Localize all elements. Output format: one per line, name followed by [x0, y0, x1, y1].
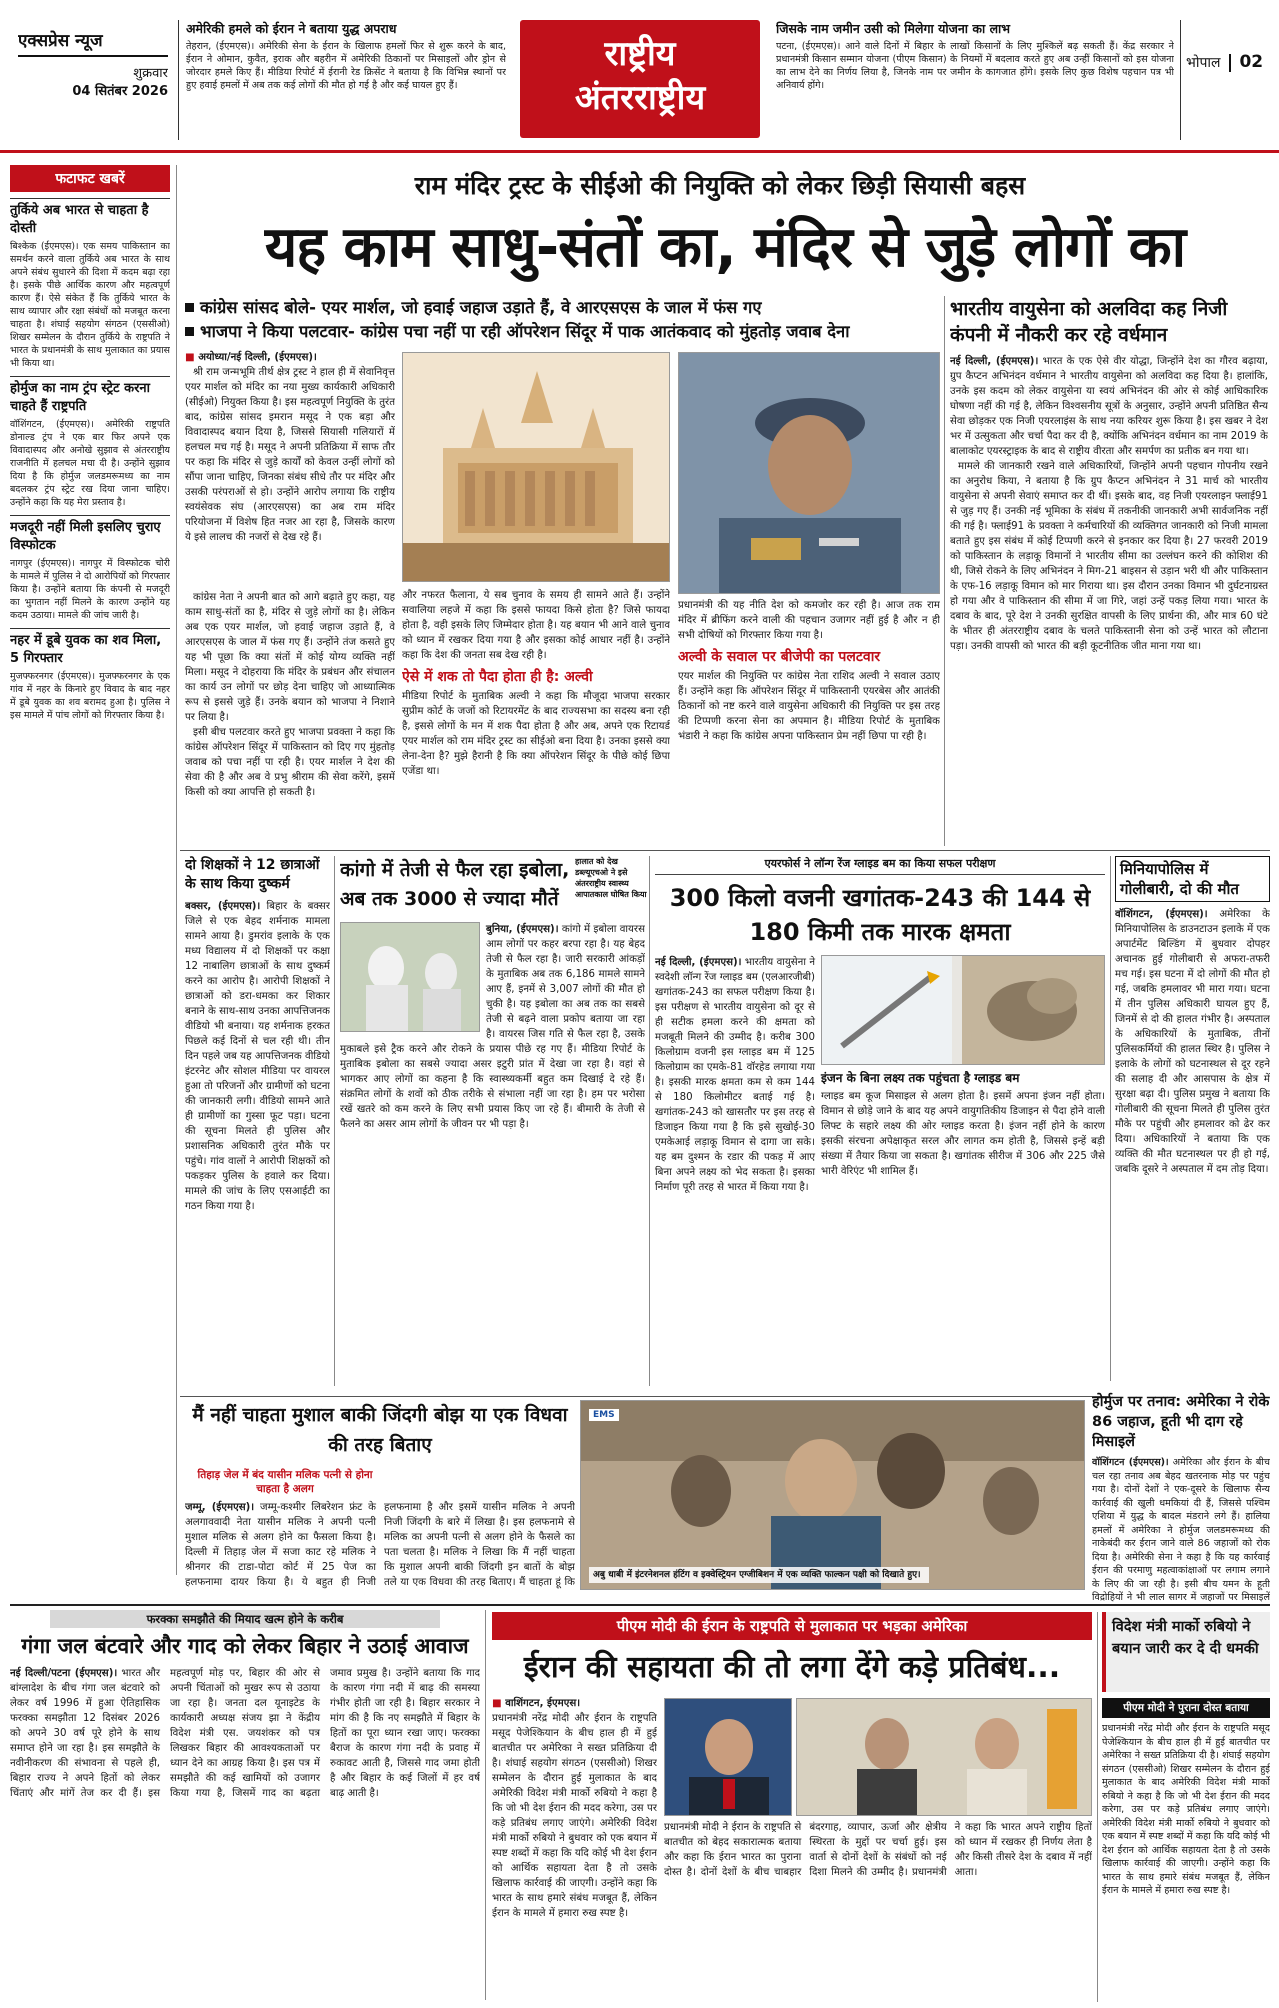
ganga-story [10, 1610, 480, 2002]
lead-headline: यह काम साधु-संतों का, मंदिर से जुड़े लोगों का [264, 215, 1186, 280]
city-name: भोपाल [1186, 55, 1221, 71]
lead-col3b-text: एयर मार्शल की नियुक्ति पर कांग्रेस नेता राशिद अल्वी ने सवाल उठाए हैं। उन्होंने कहा कि ऑपरेशन सिंदूर में पाकिस्तानी एयरबेस और आतंकी ठिकानों को नष्ट करने वाले वायुसेना अधिकारी की नियुक्ति पर इस तरह की टिप्पणी करना सेना का अपमान है। मीडिया रिपोर्ट के मुताबिक भंडारी ने कहा कि कांग्रेस अपना पाकिस्तान प्रेम नहीं छिपा पा रही है। [678, 671, 940, 742]
iran-lower-block [664, 1820, 1092, 2000]
lead-kicker: राम मंदिर ट्रस्ट के सीईओ की नियुक्ति को लेकर छिड़ी सियासी बहस [414, 171, 1026, 200]
lead-column-1: ■ अयोध्या/नई दिल्ली, (ईएमएस)। श्री राम जन्मभूमि तीर्थ क्षेत्र ट्रस्ट ने हाल ही में सेवानिवृत्त एयर मार्शल को मंदिर का नया मुख्य कार्यकारी अधिकारी (सीईओ) नियुक्त किया है। इस महत्वपूर्ण नियुक्ति के तुरंत बाद, कांग्रेस सांसद इमरान मसूद ने एक बड़ा और विवादास्पद बयान दिया है, जिससे सियासी गलियारों में हलचल मच गई है। मसूद ने अपनी प्रतिक्रिया में साफ तौर पर कहा कि मंदिर से जुड़े कार्यों को केवल उन्हीं लोगों को सौंपा जाना चाहिए, जिनका संबंध सीधे तौर पर मंदिर और उसकी परंपराओं से हो। उन्होंने आरोप लगाया कि राष्ट्रीय स्वयंसेवक संघ (आरएसएस) का अब राम मंदिर परियोजना में विशेष हित नजर आ रहा है, जिसके कारण ये इसे लालच की नजरों से देख रहे हैं। [185, 352, 395, 543]
ganga-headline: गंगा जल बंटवारे और गाद को लेकर बिहार ने उठाई आवाज [21, 1634, 469, 1658]
minneapolis-story [1115, 856, 1270, 1376]
temple-photo [402, 352, 670, 582]
photo-credit-tag: EMS [589, 1409, 619, 1421]
page-number: 02 [1239, 52, 1264, 72]
modi-side-body-block [1102, 1722, 1270, 2002]
lead-deck-2: भाजपा ने किया पलटवार- कांग्रेस पचा नहीं पा रही ऑपरेशन सिंदूर में पाक आतंकवाद को मुंहतोड़ जवाब देना [185, 320, 937, 344]
iran-headline: ईरान की सहायता की तो लगा देंगे कड़े प्रतिबंध... [523, 1650, 1061, 1685]
missile-headline: 300 किलो वजनी खगांतक-243 की 144 से 180 किमी तक मारक क्षमता [669, 884, 1091, 946]
teachers-dateline: बक्सर, (ईएमएस)। [185, 901, 261, 912]
widow-body: जम्मू-कश्मीर लिबरेशन फ्रंट के अलगाववादी नेता यासीन मलिक ने अपनी पत्नी मुशाल मलिक से अलग होने का फैसला किया है। दिल्ली में तिहाड़ जेल में सजा काट रहे मलिक ने श्रीनगर की टाडा-पोटा कोर्ट में 25 पेज का हलफनामा दायर किया है। ये बहुत ही निजी हलफनामा है और इसमें यासीन मलिक ने अपनी निजी जिंदगी के बारे में लिखा है। इस हलफनामे से मलिक का अपनी पत्नी से अलग होने के फैसले का पता चलता है। मलिक ने लिखा कि मैं नहीं चाहता कि मुशाल अपनी बाकी जिंदगी इन बातों के बोझ तले या एक विधवा की तरह बिताए। मैं चाहता हूं कि [185, 1502, 575, 1588]
brief-left-head: अमेरिकी हमले को ईरान ने बताया युद्ध अपराध [186, 21, 397, 36]
lead-body-2: कांग्रेस नेता ने अपनी बात को आगे बढ़ाते हुए कहा, यह काम साधु-संतों का है, मंदिर से जुड़े लोगों का है। लेकिन अब एक एयर मार्शल, जो हवाई जहाज उड़ाते हैं, वे आरएसएस के जाल में फंस गए हैं। उन्होंने तंज कसते हुए यह भी पूछा कि क्या संतों में कोई योग्य व्यक्ति नहीं मिला। मसूद ने दोहराया कि मंदिर के प्रबंधन और संचालन का कार्य उन लोगों पर छोड़ देना चाहिए जो आध्यात्मिक रूप से इससे जुड़े हैं। उनके बयान को भाजपा ने निशाने पर लिया है। [185, 592, 395, 723]
lead-column-3 [678, 598, 940, 845]
lead-deck [185, 296, 937, 346]
brief-right-body: पटना, (ईएमएस)। आने वाले दिनों में बिहार के लाखों किसानों के लिए मुश्किलें बढ़ सकती हैं। केंद्र सरकार ने प्रधानमंत्री किसान सम्मान योजना (पीएम किसान) के नियमों में बदलाव करते हुए अब उन्हीं किसानों को इस योजना का लाभ देने का निर्णय लिया है, जिनके नाम पर जमीन के कागजात होंगे। इसके लिए कुछ विशेष पहचान पत्र भी अनिवार्य होंगे। [776, 41, 1174, 91]
rubio-photo [664, 1698, 792, 1816]
teachers-body: बिहार के बक्सर जिले से एक बेहद शर्मनाक मामला सामने आया है। डुमरांव इलाके के एक मध्य विद्यालय में दो शिक्षकों पर कक्षा 12 नाबालिग छात्राओं के साथ दुष्कर्म करने का आरोप है। आरोपी शिक्षकों ने छात्राओं को डरा-धमका कर शिकार बनाने के साथ-साथ उनका आपत्तिजनक वीडियो भी बनाया। यह शर्मनाक हरकत पिछले कई दिनों से चल रही थी। तीन दिन पहले जब यह आपत्तिजनक वीडियो इंटरनेट और सोशल मीडिया पर वायरल हुआ तो परिजनों और ग्रामीणों को घटना की जानकारी लगी। वीडियो सामने आते ही ग्रामीणों का गुस्सा फूट पड़ा। घटना की सूचना मिलते ही पुलिस और प्रशासनिक अधिकारी तुरंत मौके पर पहुंचे। गांव वालों ने आरोपी शिक्षकों को पकड़कर पुलिस के हवाले कर दिया। मामले की जांच के लिए एसआईटी का गठन किया गया है। [185, 901, 330, 1212]
fatafat-item-body: बिश्केक (ईएमएस)। एक समय पाकिस्तान का समर्थन करने वाला तुर्किये अब भारत के साथ अपने संबंध सुधारने की दिशा में कदम बढ़ा रहा है। इसके पीछे आर्थिक कारण और महत्वपूर्ण कारण हैं। ऐसे संकेत हैं कि तुर्किये भारत के साथ व्यापार और रक्षा संबंधों को मजबूत करना चाहता है। शंघाई सहयोग संगठन (एससीओ) शिखर सम्मेलन के दौरान तुर्किये के राष्ट्रपति ने भारत के प्रधानमंत्री के साथ मुलाकात का प्रयास भी किया था। [10, 241, 170, 369]
iaf-story [950, 296, 1268, 846]
lead-deck-1: कांग्रेस सांसद बोले- एयर मार्शल, जो हवाई जहाज उड़ाते हैं, वे आरएसएस के जाल में फंस गए [185, 296, 937, 320]
widow-headline: मैं नहीं चाहता मुशाल बाकी जिंदगी बोझ या एक विधवा की तरह बिताए [192, 1404, 568, 1456]
brand-name: एक्सप्रेस न्यूज [18, 31, 103, 51]
ebola-dateline: बुनिया, (ईएमएस)। [486, 924, 559, 935]
fatafat-item-body: नागपुर (ईएमएस)। नागपुर में विस्फोटक चोरी के मामले में पुलिस ने दो आरोपियों को गिरफ्तार किया है। उन्होंने बताया कि कंपनी से मजदूरी का भुगतान नहीं मिलने के कारण उन्होंने यह कदम उठाया। मामले की जांच जारी है। [10, 558, 170, 621]
iaf-dateline: नई दिल्ली, (ईएमएस)। [950, 356, 1039, 367]
rubio-side [1102, 1612, 1270, 1692]
modi-side-body: प्रधानमंत्री नरेंद्र मोदी और ईरान के राष्ट्रपति मसूद पेजेश्कियान के बीच हाल ही में हुई बातचीत पर अमेरिका ने सख्त प्रतिक्रिया दी है। शंघाई सहयोग संगठन (एससीओ) शिखर सम्मेलन के दौरान हुई मुलाकात के बाद अमेरिकी विदेश मंत्री मार्को रुबियो ने कहा है कि जो भी देश ईरान की मदद करेगा, उस पर कड़े प्रतिबंध लगाए जाएंगे। अमेरिकी विदेश मंत्री मार्को रुबियो ने बुधवार को एक बयान में स्पष्ट शब्दों में कहा कि यदि कोई भी देश ईरान को आर्थिक सहायता देता है तो उसके खिलाफ कार्रवाई की जाएगी। उन्होंने कहा कि भारत के साथ हमारे संबंध मजबूत हैं, लेकिन ईरान के मामले में हमारा रुख स्पष्ट है। [1102, 1723, 1270, 1896]
brand-box [18, 28, 168, 128]
hormuz-body: अमेरिका और ईरान के बीच चल रहा तनाव अब बेहद खतरनाक मोड़ पर पहुंच गया है। दोनों देशों ने एक-दूसरे के खिलाफ सैन्य कार्रवाई की खुली धमकियां दी हैं, जिससे पश्चिम एशिया में युद्ध के बादल मंडराने लगे हैं। हालिया हमलों में अमेरिका ने होर्मुज जलडमरूमध्य की नाकेबंदी कर ईरान जाने वाले 86 जहाजों को रोक दिया है। अमेरिकी सेना ने कहा है कि यह कार्रवाई ईरान की परमाणु महत्वाकांक्षाओं पर लगाम लगाने के लिए की जा रही है। इसी बीच यमन के हूती विद्रोहियों ने भी लाल सागर में जहाजों पर मिसाइलें [1092, 1457, 1270, 1602]
lead-column-2 [402, 588, 670, 845]
missile-subhead: इंजन के बिना लक्ष्य तक पहुंचता है ग्लाइड बम [821, 1071, 1020, 1085]
falcon-caption: अबु धाबी में इंटरनेशनल हंटिंग व इक्वेस्ट्रियन एग्जीबिशन में एक व्यक्ति फाल्कन पक्षी को दिखाते हुए। [589, 1567, 929, 1583]
ganga-body: भारत और बांग्लादेश के बीच गंगा जल बंटवारे को लेकर वर्ष 1996 में हुआ ऐतिहासिक फरक्का समझौता 12 दिसंबर 2026 को अपने 30 वर्ष पूरे होने के साथ समाप्त होने जा रहा है। इस समझौते के नवीनीकरण की संभावना से पहले ही, बिहार राज्य ने अपने हितों को लेकर चिंताएं और मांगें तेज कर दी हैं। इस महत्वपूर्ण मोड़ पर, बिहार की ओर से अपनी चिंताओं को मुखर रूप से उठाया जा रहा है। जनता दल यूनाइटेड के कार्यकारी अध्यक्ष संजय झा ने केंद्रीय विदेश मंत्री एस. जयशंकर को पत्र लिखकर बिहार की आवश्यकताओं पर ध्यान देने का आग्रह किया है। इस पत्र में समझौते की कई खामियों को उजागर किया गया है, जिसमें गाद का बढ़ता जमाव प्रमुख है। उन्होंने बताया कि गाद के कारण गंगा नदी में बाढ़ की समस्या गंभीर होती जा रही है। बिहार सरकार ने मांग की है कि नए समझौते में बिहार के हितों का पूरा ध्यान रखा जाए। फरक्का बैराज के कारण गंगा नदी के प्रवाह में रुकावट आती है, जिससे गाद जमा होती है और बिहार के कई जिलों में हर वर्ष बाढ़ आती है। [10, 1668, 480, 1799]
iran-body: प्रधानमंत्री नरेंद्र मोदी और ईरान के राष्ट्रपति मसूद पेजेश्कियान के बीच हाल ही में हुई बातचीत पर अमेरिका ने सख्त प्रतिक्रिया दी है। शंघाई सहयोग संगठन (एससीओ) शिखर सम्मेलन के दौरान हुई मुलाकात के बाद अमेरिकी विदेश मंत्री मार्को रुबियो ने कहा है कि जो भी देश ईरान की मदद करेगा, उस पर कड़े प्रतिबंध लगाए जाएंगे। अमेरिकी विदेश मंत्री मार्को रुबियो ने बुधवार को एक बयान में स्पष्ट शब्दों में कहा कि यदि कोई भी देश ईरान को आर्थिक सहायता देता है तो उसके खिलाफ कार्रवाई की जाएगी। उन्होंने कहा कि भारत के साथ हमारे संबंध मजबूत हैं, लेकिन ईरान के मामले में हमारा रुख स्पष्ट है। [492, 1713, 657, 1919]
lead-body-3: इसी बीच पलटवार करते हुए भाजपा प्रवक्ता ने कहा कि कांग्रेस ऑपरेशन सिंदूर में पाकिस्तान को दिए गए मुंहतोड़ जवाब को पचा नहीं पा रही है। एयर मार्शल ने देश की सेवा की है और अब वे प्रभु श्रीराम की सेवा करेंगे, इसमें किसी को क्या आपत्ति हो सकती है। [185, 727, 395, 798]
minneapolis-headline: मिनियापोलिस में गोलीबारी, दो की मौत [1115, 856, 1270, 902]
bjp-subhead: अल्वी के सवाल पर बीजेपी का पलटवार [678, 649, 881, 665]
lead-col2-text: और नफरत फैलाना, ये सब चुनाव के समय ही सामने आते हैं। उन्होंने सवालिया लहजे में कहा कि इससे फायदा किसे होता है? जिसे फायदा होता है, वही इसके लिए जिम्मेदार होता है। यह बयान भी आने वाले चुनाव को ध्यान में रखकर दिया गया है और इसका कोई आधार नहीं है। उन्होंने कहा कि देश की जनता सब देख रही है। [402, 590, 670, 661]
ganga-kicker: फरक्का समझौते की मियाद खत्म होने के करीब [50, 1610, 440, 1628]
fatafat-item-headline: होर्मुज का नाम ट्रंप स्ट्रेट करना चाहते हैं राष्ट्रपति [10, 376, 170, 416]
lead-column-1b [185, 590, 395, 845]
missile-story [655, 856, 1105, 1391]
iaf-body: भारत के एक ऐसे वीर योद्धा, जिन्होंने देश का गौरव बढ़ाया, ग्रुप कैप्टन अभिनंदन वर्धमान ने भारतीय वायुसेना को अलविदा कह दिया है। हालांकि, उनके इस कदम को लेकर वायुसेना या स्वयं अभिनंदन की ओर से कोई आधिकारिक घोषणा नहीं की गई है, लेकिन विश्वसनीय सूत्रों के अनुसार, उन्होंने अपनी प्रतिष्ठित सैन्य सेवा छोड़कर एक निजी एयरलाइंस के साथ नया करियर शुरू किया है। इस खबर ने देश भर में उत्सुकता और चर्चा पैदा कर दी है, क्योंकि अभिनंदन वर्धमान का नाम 2019 के बालाकोट एयरस्ट्राइक के बाद से राष्ट्रीय वीरता और समर्पण का प्रतीक बन गया था। [950, 356, 1268, 457]
alvi-subhead: ऐसे में शक तो पैदा होता ही है: अल्वी [402, 669, 593, 685]
fatafat-label: फटाफट खबरें [10, 165, 170, 192]
modi-side-kicker: पीएम मोदी ने पुराना दोस्त बताया [1123, 1702, 1249, 1714]
fatafat-list [10, 198, 170, 722]
lead-body-1: श्री राम जन्मभूमि तीर्थ क्षेत्र ट्रस्ट ने हाल ही में सेवानिवृत्त एयर मार्शल को मंदिर का नया मुख्य कार्यकारी अधिकारी (सीईओ) नियुक्त किया है। इस महत्वपूर्ण नियुक्ति के तुरंत बाद, कांग्रेस सांसद इमरान मसूद ने एक बड़ा और विवादास्पद बयान दिया है, जिससे सियासी गलियारों में हलचल मच गई है। मसूद ने अपनी प्रतिक्रिया में साफ तौर पर कहा कि मंदिर से जुड़े कार्यों को केवल उन्हीं लोगों को सौंपा जाना चाहिए, जिनका संबंध सीधे तौर पर मंदिर और उसकी परंपराओं से हो। उन्होंने आरोप लगाया कि राष्ट्रीय स्वयंसेवक संघ (आरएसएस) का अब राम मंदिर परियोजना में विशेष हित नजर आ रहा है, जिसके कारण ये इसे लालच की नजरों से देख रहे हैं। [185, 367, 395, 543]
fatafat-column [10, 165, 170, 1585]
ebola-photo [340, 922, 480, 1032]
modi-side-kicker-bar [1102, 1698, 1270, 1718]
modi-pezeshkian-photo [796, 1698, 1092, 1816]
brief-left-body: तेहरान, (ईएमएस)। अमेरिकी सेना के ईरान के खिलाफ हमलों फिर से शुरू करने के बाद, ईरान ने ओमान, कुवैत, इराक और बहरीन में अमेरिकी ठिकानों पर मिसाइलों और ड्रोन से जोरदार हमले किए हैं। मीडिया रिपोर्ट में ईरानी रेड क्रिसेंट ने बताया है कि विभिन्न स्थानों पर हुए हवाई हमलों में अब तक कई लोगों की मौत हो गई है और कई घायल हुए हैं। [186, 41, 506, 91]
iran-side-body: प्रधानमंत्री मोदी ने ईरान के राष्ट्रपति से बातचीत को बेहद सकारात्मक बताया और कहा कि ईरान भारत का पुराना दोस्त है। दोनों देशों के बीच चाबहार बंदरगाह, व्यापार, ऊर्जा और क्षेत्रीय स्थिरता के मुद्दों पर चर्चा हुई। इस वार्ता से दोनों देशों के संबंधों को नई दिशा मिलने की उम्मीद है। प्रधानमंत्री ने कहा कि भारत अपने राष्ट्रीय हितों को ध्यान में रखकर ही निर्णय लेता है और किसी तीसरे देश के दबाव में नहीं आता। [664, 1822, 1092, 1878]
ebola-headline: कांगो में तेजी से फैल रहा इबोला, अब तक 3000 से ज्यादा मौतें [340, 859, 570, 910]
glide-bomb-photo [821, 955, 1105, 1065]
iaf-headline: भारतीय वायुसेना को अलविदा कह निजी कंपनी में नौकरी कर रहे वर्धमान [950, 298, 1228, 346]
missile-dateline: नई दिल्ली, (ईएमएस)। [655, 957, 742, 968]
issue-date: 04 सितंबर 2026 [72, 84, 168, 99]
fatafat-item [10, 628, 170, 722]
ebola-body-block [340, 922, 645, 1392]
widow-kicker: तिहाड़ जेल में बंद यासीन मलिक पत्नी से होना चाहता है अलग [197, 1469, 373, 1495]
page-info [1186, 52, 1266, 82]
widow-dateline: जम्मू, (ईएमएस)। [185, 1502, 255, 1513]
hormuz-dateline: वॉशिंगटन (ईएमएस)। [1092, 1457, 1169, 1468]
teachers-story [185, 856, 330, 1396]
masthead [0, 0, 1279, 160]
section-title-line1: राष्ट्रीय [604, 34, 676, 74]
ganga-dateline: नई दिल्ली/पटना (ईएमएस)। [10, 1668, 118, 1679]
falcon-photo [580, 1400, 1085, 1590]
fatafat-item-body: मुजफ्फरनगर (ईएमएस)। मुजफ्फरनगर के एक गांव में नहर के किनारे हुए विवाद के बाद नहर में डूबे युवक का शव बरामद हुआ है। पुलिस ने इस मामले में पांच लोगों को गिरफ्तार किया है। [10, 671, 170, 721]
minneapolis-dateline: वॉशिंगटन, (ईएमएस)। [1115, 909, 1208, 920]
air-marshal-photo [678, 352, 940, 594]
fatafat-item-headline: तुर्किये अब भारत से चाहता है दोस्ती [10, 198, 170, 238]
missile-body-2: ग्लाइड बम कूज मिसाइल से अलग होता है। इसमें अपना इंजन नहीं होता। विमान से छोड़े जाने के बाद यह अपने वायुगतिकीय डिजाइन से पैदा होने वाली लिफ्ट के सहारे लक्ष्य की ओर ग्लाइड करता है। इंजन नहीं होने के कारण इसकी संरचना अपेक्षाकृत सरल और लागत कम होती है, जिससे इन्हें बड़ी संख्या में तैयार किया जा सकता है। खगांतक सीरीज में 306 और 225 जैसे भारी वेरिएंट भी शामिल हैं। [821, 1091, 1105, 1177]
fatafat-item [10, 376, 170, 509]
ebola-sidenote: हालात को देख डब्ल्यूएचओ ने इसे अंतरराष्ट्रीय स्वास्थ्य आपातकाल घोषित किया [575, 857, 647, 899]
section-title-line2: अंतरराष्ट्रीय [574, 78, 706, 118]
weekday: शुक्रवार [133, 66, 168, 81]
lead-col2b-text: मीडिया रिपोर्ट के मुताबिक अल्वी ने कहा कि मौजूदा भाजपा सरकार सुप्रीम कोर्ट के जजों को रिटायरमेंट के बाद राज्यसभा का सदस्य बना रही है, इससे लोगों के मन में शक पैदा होता है और अब, अपने एक रिटायर्ड एयर मार्शल को राम मंदिर ट्रस्ट का सीईओ बना दिया है। उनका इससे क्या लेना-देना है? मुझे हैरानी है कि क्या ऑपरेशन सिंदूर के पीछे कोई छिपा एजेंडा था। [402, 691, 670, 777]
hormuz-headline: होर्मुज पर तनाव: अमेरिका ने रोके 86 जहाज, हूती भी दाग रहे मिसाइलें [1092, 1394, 1270, 1450]
widow-body-block [185, 1500, 575, 1600]
brief-right-head: जिसके नाम जमीन उसी को मिलेगा योजना का लाभ [776, 21, 1011, 36]
missile-kicker: एयरफोर्स ने लॉन्ग रेंज ग्लाइड बम का किया सफल परीक्षण [655, 856, 1105, 875]
minneapolis-body: अमेरिका के मिनियापोलिस के डाउनटाउन इलाके में एक अपार्टमेंट बिल्डिंग में बुधवार दोपहर अचानक हुई गोलीबारी से अफरा-तफरी मच गई। इस घटना में दो लोगों की मौत हो गई, जबकि हमलावर भी मारा गया। घटना में तीन पुलिस अधिकारी घायल हुए हैं, जिनमें से दो की हालत गंभीर है। अस्पताल के अधिकारियों के मुताबिक, तीनों पुलिसकर्मियों की हालत स्थिर है। पुलिस ने इलाके के लोगों को घटनास्थल से दूर रहने की सलाह दी और आसपास के क्षेत्र में सुरक्षा बढ़ा दी। पुलिस प्रमुख ने बताया कि गोलीबारी की सूचना मिलते ही पुलिस तुरंत मौके पर पहुंची और हमलावर को ढेर कर दिया। अधिकारियों ने बताया कि एक व्यक्ति की मौत घटनास्थल पर ही हो गई, जबकि दूसरे ने अस्पताल में दम तोड़ दिया। [1115, 909, 1270, 1175]
lead-col3-text: प्रधानमंत्री की यह नीति देश को कमजोर कर रही है। आज तक राम मंदिर में ब्रीफिंग करने वाली की पहचान उजागर नहीं हुई है और न ही सभी दोषियों को गिरफ्तार किया गया है। [678, 600, 940, 641]
ebola-body: कांगो में इबोला वायरस आम लोगों पर कहर बरपा रहा है। यह बेहद तेजी से फैल रहा है। जारी सरकारी आंकड़ों के मुताबिक अब तक 6,186 मामले सामने आए हैं, इनमें से 3,007 लोगों की मौत हो चुकी है। यह इबोला का अब तक का सबसे तेजी से बढ़ने वाला प्रकोप बताया जा रहा है। वायरस जिस गति से फैल रहा है, उसके मुकाबले इसे ट्रैक करने और रोकने के प्रयास पीछे रह गए हैं। मीडिया रिपोर्ट के मुताबिक इबोला का सबसे ज्यादा असर इटुरी प्रांत में देखा जा रहा है। वहां से भागकर आए लोगों का कहना है कि स्वास्थ्यकर्मी बहुत कम दिखाई दे रहे हैं। संक्रमित लोगों के शवों को ठीक तरीके से संभाला नहीं जा रहा है। हम पर भरोसा रखें खतरे को कम करने के लिए सभी प्रयास किए जा रहे हैं। बीमारी के तेजी से फैलने का असर आम लोगों के जीवन पर भी पड़ा है। [340, 924, 645, 1130]
top-brief-right [776, 20, 1174, 135]
iran-dateline: वाशिंगटन, ईएमएस। [505, 1698, 581, 1709]
iran-kicker-bar [492, 1612, 1092, 1640]
iran-kicker: पीएम मोदी की ईरान के राष्ट्रपति से मुलाकात पर भड़का अमेरिका [616, 1617, 968, 1635]
top-brief-left [186, 20, 506, 135]
missile-body: भारतीय वायुसेना ने स्वदेशी लॉन्ग रेंज ग्लाइड बम (एलआरजीबी) खगांतक-243 का सफल परीक्षण किया है। इस परीक्षण से भारतीय वायुसेना को दूर से ही सटीक हमला करने की क्षमता को मजबूती मिलने की उम्मीद है। करीब 300 किलोग्राम वजनी इस ग्लाइड बम में 125 किलोग्राम का एमके-81 वॉरहेड लगाया गया है। इसकी मारक क्षमता कम से कम 144 से 180 किलोमीटर बताई गई है। खगांतक-243 को खासतौर पर इस तरह से डिजाइन किया गया है कि इसे सुखोई-30 एमकेआई लड़ाकू विमान से दागा जा सके। यह बम दुश्मन के रडार की पकड़ में आए बिना अपने लक्ष्य को भेद सकता है। इसका निर्माण पूरी तरह से भारत में किया गया है। [655, 957, 815, 1193]
rubio-side-headline: विदेश मंत्री मार्को रुबियो ने बयान जारी कर दे दी धमकी [1112, 1619, 1259, 1657]
hormuz-story [1092, 1392, 1270, 1602]
section-logo [520, 20, 760, 138]
lead-dateline: अयोध्या/नई दिल्ली, (ईएमएस)। [198, 352, 317, 363]
iran-body-block: ■ वाशिंगटन, ईएमएस। प्रधानमंत्री नरेंद्र मोदी और ईरान के राष्ट्रपति मसूद पेजेश्कियान के बीच हाल ही में हुई बातचीत पर अमेरिका ने सख्त प्रतिक्रिया दी है। शंघाई सहयोग संगठन (एससीओ) शिखर सम्मेलन के दौरान हुई मुलाकात के बाद अमेरिकी विदेश मंत्री मार्को रुबियो ने कहा है कि जो भी देश ईरान की मदद करेगा, उस पर कड़े प्रतिबंध लगाए जाएंगे। अमेरिकी विदेश मंत्री मार्को रुबियो ने बुधवार को एक बयान में स्पष्ट शब्दों में कहा कि यदि कोई भी देश ईरान को आर्थिक सहायता देता है तो उसके खिलाफ कार्रवाई की जाएगी। उन्होंने कहा कि भारत के साथ हमारे संबंध मजबूत हैं, लेकिन ईरान के मामले में हमारा रुख स्पष्ट है। [492, 1698, 657, 1919]
fatafat-item-headline: नहर में डूबे युवक का शव मिला, 5 गिरफ्तार [10, 628, 170, 668]
fatafat-item [10, 515, 170, 622]
teachers-headline: दो शिक्षकों ने 12 छात्राओं के साथ किया दुष्कर्म [185, 857, 320, 892]
fatafat-item-body: वॉशिंगटन, (ईएमएस)। अमेरिकी राष्ट्रपति डोनाल्ड ट्रंप ने एक बार फिर अपने एक विवादास्पद और अनोखे सुझाव से अंतरराष्ट्रीय राजनीति में हलचल मचा दी है। उन्होंने सुझाव दिया है कि होर्मुज जलडमरूमध्य का नाम बदलकर ट्रंप स्ट्रेट रख दिया जाना चाहिए। उन्होंने कहा कि यह मेरा प्रस्ताव है। [10, 419, 170, 508]
fatafat-item-headline: मजदूरी नहीं मिली इसलिए चुराए विस्फोटक [10, 515, 170, 555]
iaf-body-2: मामले की जानकारी रखने वाले अधिकारियों, जिन्होंने अपनी पहचान गोपनीय रखने का अनुरोध किया, ने बताया है कि ग्रुप कैप्टन अभिनंदन ने 31 मार्च को भारतीय वायुसेना से अपनी सेवाएं समाप्त कर दी थीं। इसके बाद, वह निजी एयरलाइन फ्लाई91 से जुड़ गए हैं। उनकी नई भूमिका के संबंध में तकनीकी जानकारी अभी सार्वजनिक नहीं की गई है। फ्लाई91 के प्रवक्ता ने कर्मचारियों की व्यक्तिगत जानकारी को निजी मामला बताते हुए इस संबंध में कोई टिप्पणी करने से इनकार कर दिया है। 27 फरवरी 2019 को पाकिस्तान के लड़ाकू विमानों ने भारतीय सीमा का उल्लंघन करने की कोशिश की थी, जिसे रोकने के लिए अभिनंदन ने मिग-21 बाइसन से उड़ान भरी थी और पाकिस्तान के एफ-16 लड़ाकू विमान को मार गिराया था। इस दौरान उनका विमान भी दुर्घटनाग्रस्त हो गया और वे पाकिस्तान की सीमा में जा गिरे, जहां उन्हें पकड़ लिया गया। भारत के दबाव के बाद, पूरे देश ने उनकी सुरक्षित वापसी के लिए प्रार्थना की, और मात्र 60 घंटे के भीतर ही अंतरराष्ट्रीय दबाव के चलते पाकिस्तानी सेना को उन्हें भारत को लौटाना पड़ा। उनकी वापसी को भारत की बड़ी कूटनीतिक जीत माना गया था। [950, 461, 1268, 652]
fatafat-item [10, 198, 170, 370]
